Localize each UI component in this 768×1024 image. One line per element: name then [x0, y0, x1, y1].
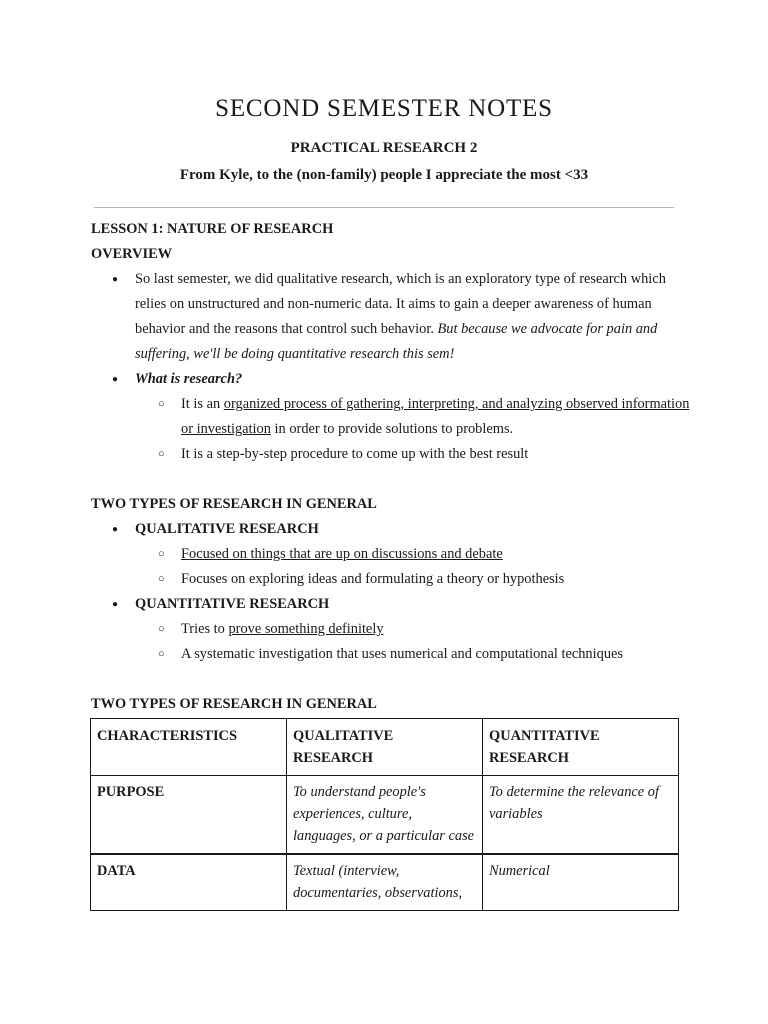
- types-heading: TWO TYPES OF RESEARCH IN GENERAL: [91, 496, 377, 512]
- subbullet-definition-underlined: organized process of gathering, interpreting, and analyzing observed information or investigation: [181, 396, 690, 437]
- table-cell: PURPOSE: [91, 776, 287, 855]
- subbullet-definition: [91, 392, 691, 442]
- table-cell: [287, 776, 483, 855]
- spacer: [91, 667, 691, 692]
- subbullet-procedure: [91, 442, 691, 467]
- table-cell: [483, 776, 679, 855]
- subbullet-procedure-text: It is a step-by-step procedure to come up with the best result: [181, 446, 529, 462]
- quantitative-item: [91, 617, 691, 642]
- table-cell: [483, 854, 679, 911]
- table-row: [91, 776, 679, 855]
- bullet-overview-italic: But because we advocate for pain and suffering, we'll be doing quantitative research this sem!: [135, 321, 658, 362]
- quantitative-item-pre: Tries to: [181, 621, 229, 637]
- overview-heading: OVERVIEW: [91, 246, 173, 262]
- table-heading: TWO TYPES OF RESEARCH IN GENERAL: [91, 696, 377, 712]
- spacer: [91, 467, 691, 492]
- quantitative-item-text: A systematic investigation that uses numerical and computational techniques: [181, 646, 624, 662]
- document-title: SECOND SEMESTER NOTES: [215, 95, 553, 122]
- bullet-overview: [91, 267, 691, 367]
- qualitative-label: QUALITATIVE RESEARCH: [135, 521, 319, 537]
- subbullet-definition-pre: It is an: [181, 396, 224, 412]
- comparison-table: [90, 718, 679, 911]
- document-subtitle: PRACTICAL RESEARCH 2: [290, 140, 478, 156]
- table-cell-text: To understand people's experiences, culture, languages, or a particular case: [293, 784, 475, 844]
- table-header-cell: CHARACTERISTICS: [91, 719, 287, 776]
- qualitative-item-text: Focused on things that are up on discussions and debate: [181, 546, 503, 562]
- horizontal-divider: [94, 207, 674, 208]
- table-row: [91, 854, 679, 911]
- qualitative-item: [91, 542, 691, 567]
- document-body: [91, 217, 691, 717]
- bullet-quantitative: [91, 592, 691, 617]
- table-cell: DATA: [91, 854, 287, 911]
- qualitative-item: [91, 567, 691, 592]
- table-cell-text: Textual (interview, documentaries, observations,: [293, 863, 463, 901]
- table-header-cell: QUALITATIVE RESEARCH: [287, 719, 483, 776]
- document-byline: From Kyle, to the (non-family) people I appreciate the most <33: [179, 167, 589, 183]
- quantitative-item: [91, 642, 691, 667]
- what-is-research-label: What is research?: [135, 371, 243, 387]
- table-cell: [287, 854, 483, 911]
- lesson-heading: LESSON 1: NATURE OF RESEARCH: [91, 221, 334, 237]
- table-cell-text: To determine the relevance of variables: [489, 784, 659, 822]
- table-header-row: [91, 719, 679, 776]
- quantitative-item-underlined: prove something definitely: [228, 621, 384, 637]
- subbullet-definition-post: in order to provide solutions to problems.: [270, 421, 514, 437]
- qualitative-item-text: Focuses on exploring ideas and formulating a theory or hypothesis: [181, 571, 565, 587]
- table-cell-text: Numerical: [489, 863, 550, 879]
- table-header-cell: QUANTITATIVE RESEARCH: [483, 719, 679, 776]
- bullet-qualitative: [91, 517, 691, 542]
- bullet-what-is-research: [91, 367, 691, 392]
- quantitative-label: QUANTITATIVE RESEARCH: [135, 596, 330, 612]
- bullet-overview-text: So last semester, we did qualitative research, which is an exploratory type of research which relies on unstructured and non-numeric data. It aims to gain a deeper awareness of human behavior and the reasons that control such behavior.: [135, 271, 666, 337]
